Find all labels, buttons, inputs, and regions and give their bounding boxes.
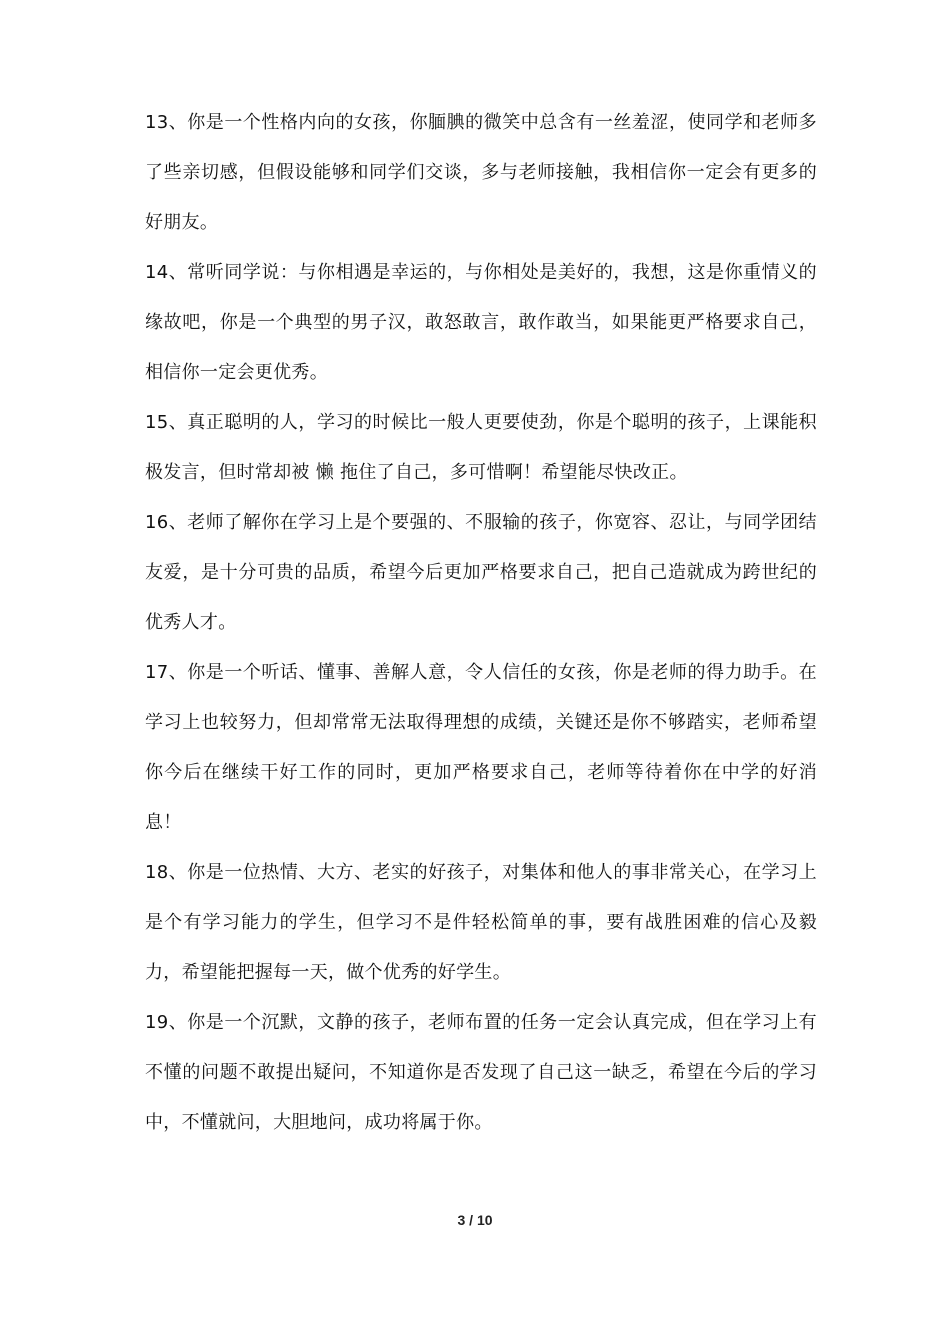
comment-paragraph-19: 19、你是一个沉默，文静的孩子，老师布置的任务一定会认真完成，但在学习上有不懂的问题不敢提出疑问，不知道你是否发现了自己这一缺乏，希望在今后的学习中，不懂就问，大胆地问，成功将属于你。 <box>145 1012 817 1133</box>
page-number: 3 / 10 <box>457 1212 493 1228</box>
comment-paragraph-17: 17、你是一个听话、懂事、善解人意，令人信任的女孩，你是老师的得力助手。在学习上也较努力，但却常常无法取得理想的成绩，关键还是你不够踏实，老师希望你今后在继续干好工作的同时，更加严格要求自己，老师等待着你在中学的好消息！ <box>145 662 817 833</box>
document-body <box>145 98 817 1148</box>
comment-paragraph-18: 18、你是一位热情、大方、老实的好孩子，对集体和他人的事非常关心，在学习上是个有学习能力的学生，但学习不是件轻松简单的事，要有战胜困难的信心及毅力，希望能把握每一天，做个优秀的好学生。 <box>145 862 817 983</box>
comment-paragraph-16: 16、老师了解你在学习上是个要强的、不服输的孩子，你宽容、忍让，与同学团结友爱，是十分可贵的品质，希望今后更加严格要求自己，把自己造就成为跨世纪的优秀人才。 <box>145 512 817 633</box>
comment-paragraph-15: 15、真正聪明的人，学习的时候比一般人更要使劲，你是个聪明的孩子，上课能积极发言，但时常却被 懒 拖住了自己，多可惜啊！希望能尽快改正。 <box>145 412 817 483</box>
comment-paragraph-13: 13、你是一个性格内向的女孩，你腼腆的微笑中总含有一丝羞涩，使同学和老师多了些亲切感，但假设能够和同学们交谈，多与老师接触，我相信你一定会有更多的好朋友。 <box>145 112 817 233</box>
comment-paragraph-14: 14、常听同学说：与你相遇是幸运的，与你相处是美好的，我想，这是你重情义的缘故吧，你是一个典型的男子汉，敢怒敢言，敢作敢当，如果能更严格要求自己，相信你一定会更优秀。 <box>145 262 817 383</box>
